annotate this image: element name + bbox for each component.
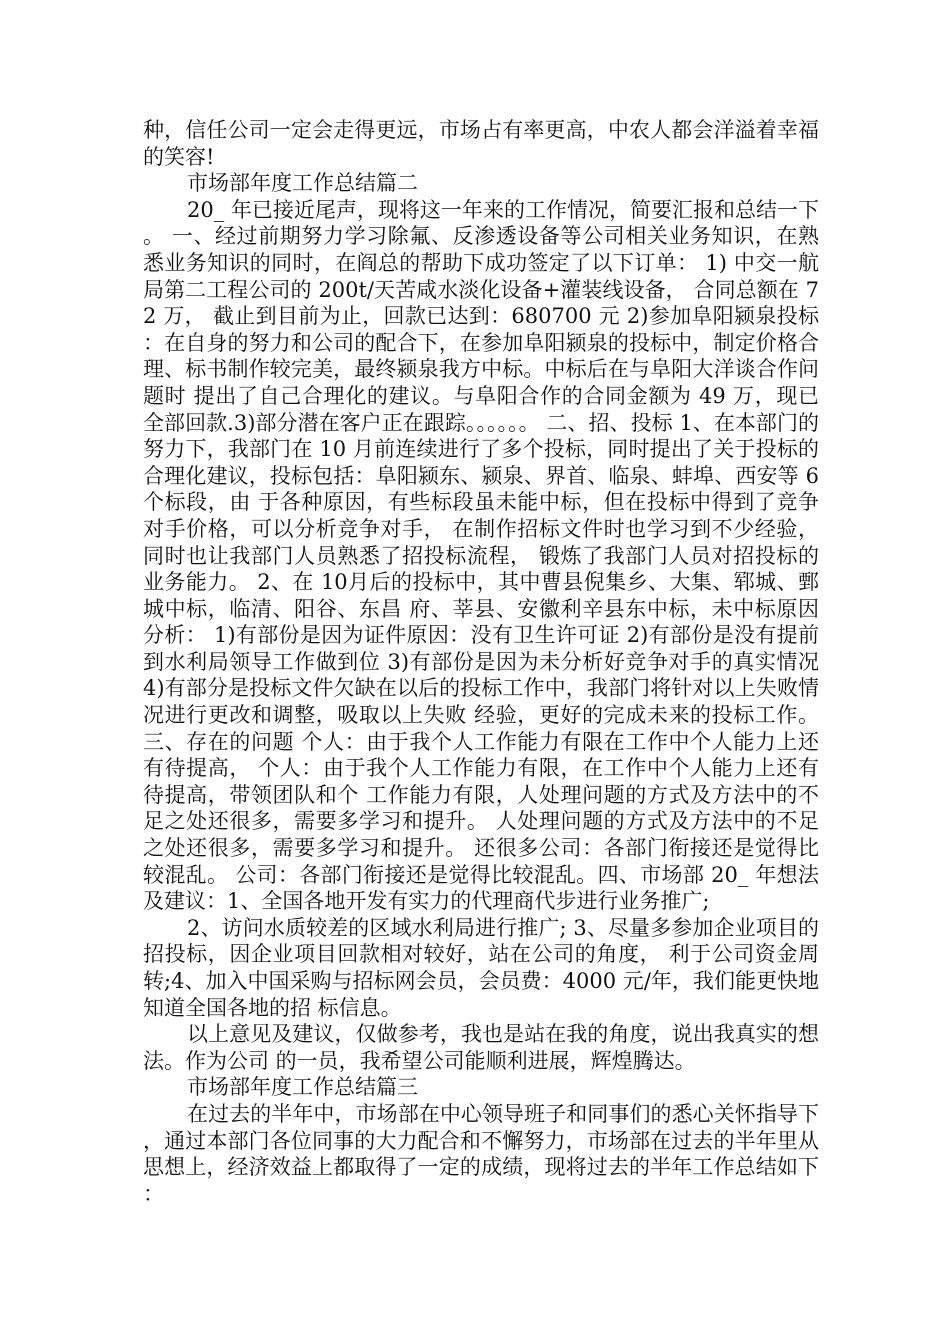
section-heading-part-two: 市场部年度工作总结篇二: [187, 171, 418, 196]
paragraph-continuation: 种，信任公司一定会走得更远，市场占有率更高，中农人都会洋溢着幸福的笑容!: [143, 118, 819, 169]
paragraph-closing-remarks: 以上意见及建议，仅做参考，我也是站在我的角度，说出我真实的想法。作为公司 的一员，我希望公司能顺利进展，辉煌腾达。: [143, 1022, 819, 1073]
paragraph-suggestions: 2、访问水质较差的区域水利局进行推广; 3、尽量多参加企业项目的招投标，因企业项目回款相对较好，站在公司的角度， 利于公司资金周转;4、加入中国采购与招标网会员，会员费：4000 元/年，我们能更快地知道全国各地的招 标信息。: [143, 915, 819, 1020]
document-body: [143, 117, 819, 1207]
paragraph-annual-report: 20_ 年已接近尾声，现将这一年来的工作情况，简要汇报和总结一下。 一、经过前期努力学习除氟、反渗透设备等公司相关业务知识，在熟悉业务知识的同时，在阎总的帮助下成功签定了以下订单： 1) 中交一航局第二工程公司的 200t/天苦咸水淡化设备+灌装线设备， 合同总额在 72 万， 截止到目前为止，回款已达到：680700 元 2)参加阜阳颍泉投标：在自身的努力和公司的配合下，在参加阜阳颍泉的投标中，制定价格合理、标书制作较完美，最终颍泉我方中标。中标后在与阜阳大洋谈合作问题时 提出了自己合理化的建议。与阜阳合作的合同金额为 49 万，现已全部回款.3)部分潜在客户正在跟踪。。。。。。 二、招、投标 1、在本部门的努力下，我部门在 10 月前连续进行了多个投标，同时提出了关于投标的合理化建议，投标包括：阜阳颍东、颍泉、界首、临泉、蚌埠、西安等 6 个标段，由 于各种原因，有些标段虽未能中标，但在投标中得到了竞争对手价格，可以分析竞争对手， 在制作招标文件时也学习到不少经验， 同时也让我部门人员熟悉了招投标流程， 锻炼了我部门人员对招投标的业务能力。 2、在 10月后的投标中，其中曹县倪集乡、大集、郓城、鄄城中标，临清、阳谷、东昌 府、莘县、安徽利辛县东中标，未中标原因分析： 1)有部份是因为证件原因：没有卫生许可证 2)有部份是没有提前到水利局领导工作做到位 3)有部份是因为未分析好竞争对手的真实情况 4)有部分是投标文件欠缺在以后的投标工作中，我部门将针对以上失败情况进行更改和调整，吸取以上失败 经验，更好的完成未来的投标工作。 三、存在的问题 个人：由于我个人工作能力有限在工作中个人能力上还有待提高， 个人：由于我个人工作能力有限，在工作中个人能力上还有待提高，带领团队和个 工作能力有限，人处理问题的方式及方法中的不足之处还很多，需要多学习和提升。 人处理问题的方式及方法中的不足之处还很多，需要多学习和提升。 还很多公司：各部门衔接还是觉得比较混乱。 公司：各部门衔接还是觉得比较混乱。四、市场部 20_ 年想法及建议：1、全国各地开发有实力的代理商代步进行业务推广;: [143, 197, 819, 914]
paragraph-half-year-summary: 在过去的半年中，市场部在中心领导班子和同事们的悉心关怀指导下，通过本部门各位同事的大力配合和不懈努力，市场部在过去的半年里从思想上，经济效益上都取得了一定的成绩，现将过去的半年工作总结如下：: [143, 1101, 819, 1206]
section-heading-part-three: 市场部年度工作总结篇三: [187, 1075, 418, 1100]
